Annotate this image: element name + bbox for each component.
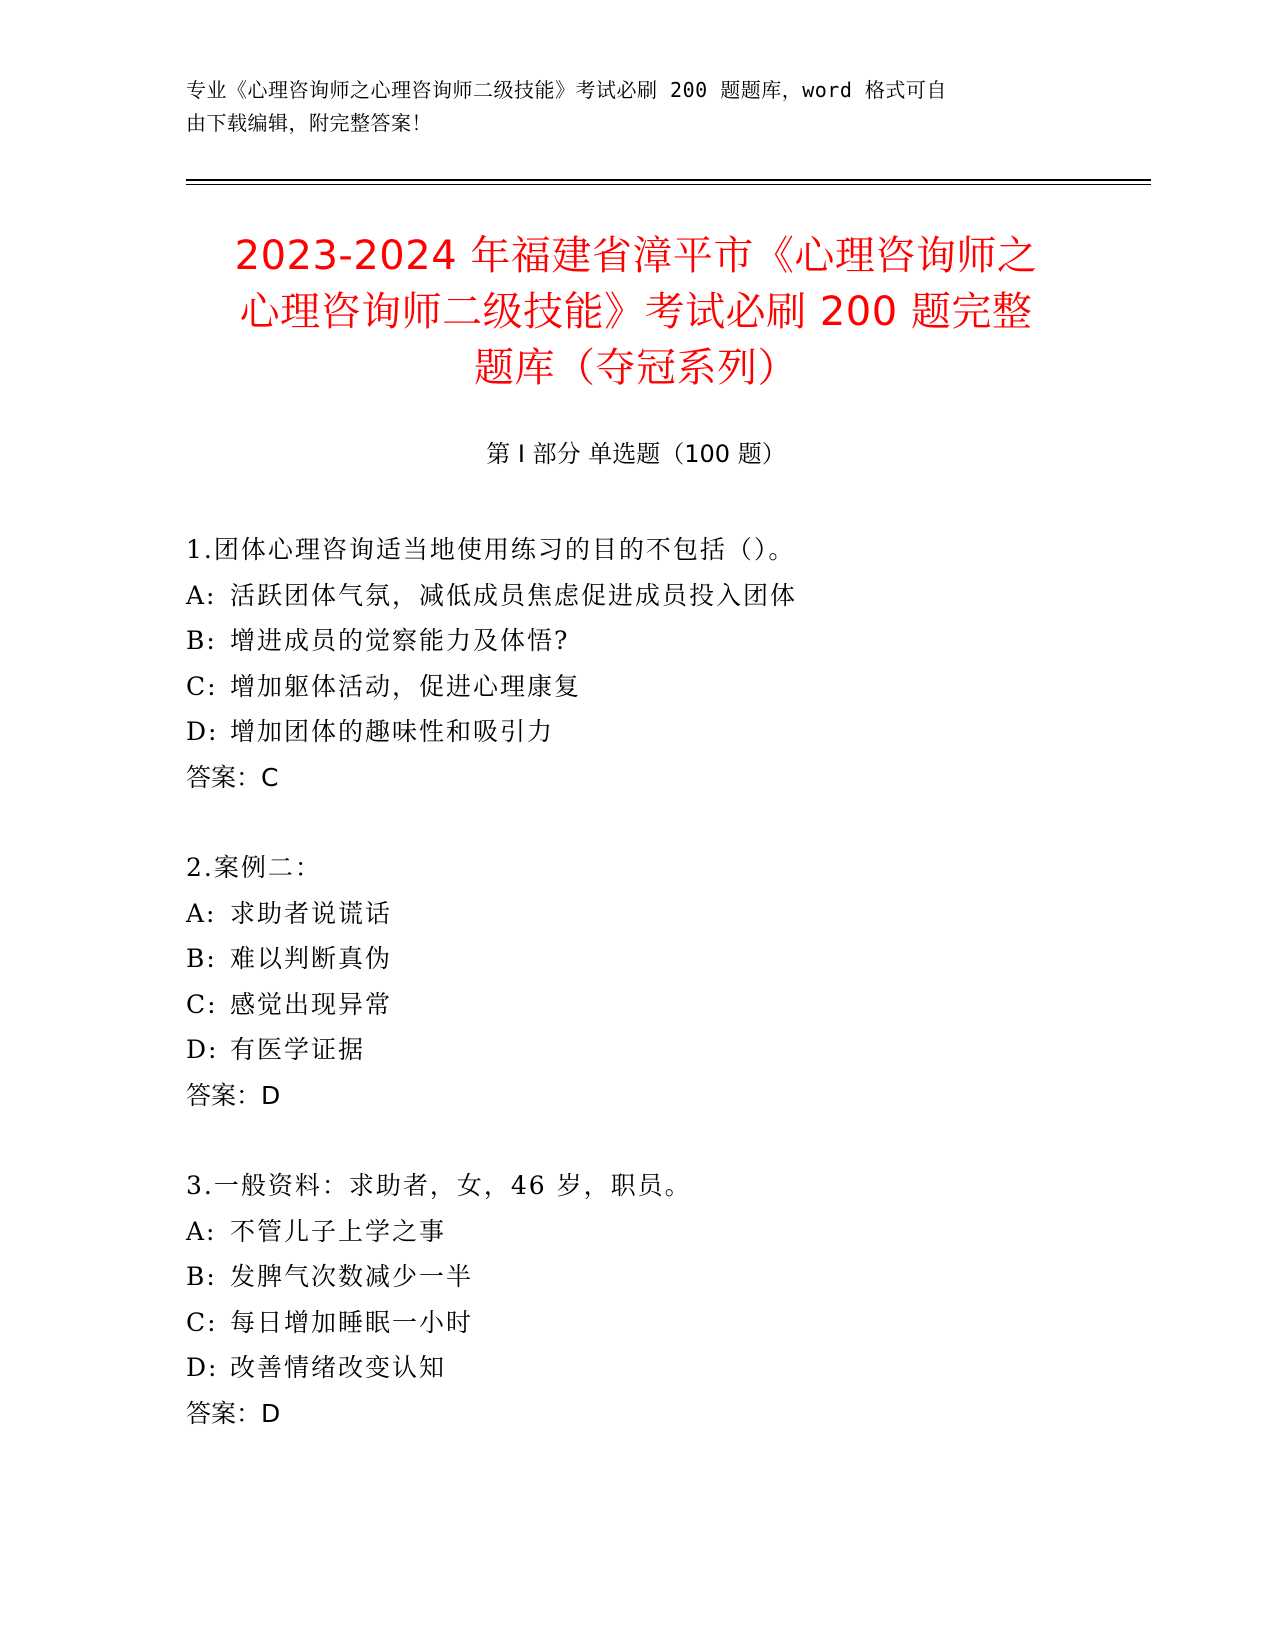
option-text: 每日增加睡眠一小时 [230,1307,474,1337]
document-title-line-1: 2023-2024 年福建省漳平市《心理咨询师之 [234,233,1038,279]
document-title-line-2: 心理咨询师二级技能》考试必刷 200 题完整 [239,289,1033,335]
option-d [186,709,1086,755]
option-label: B: [186,1262,217,1291]
option-label: A: [186,580,217,610]
question-list [186,527,1086,1481]
option-a [186,573,1086,619]
option-label: D: [186,1353,219,1382]
option-label: B: [186,626,217,655]
option-text: 增加团体的趣味性和吸引力 [230,717,555,746]
option-text: 求助者说谎话 [230,898,393,928]
option-label: C: [186,671,218,701]
option-d [186,1027,1086,1073]
question-stem: 1.团体心理咨询适当地使用练习的目的不包括（）。 [186,535,796,564]
option-label: A: [186,898,217,928]
option-label: C: [186,989,218,1019]
document-title [186,228,1086,396]
option-b [186,618,1086,664]
section-title: 第 I 部分 单选题（100 题） [486,440,786,468]
option-label: D: [186,717,219,746]
header-note [186,74,1066,140]
answer: 答案：C [186,762,279,792]
question-2 [186,845,1086,1118]
option-label: B: [186,944,217,973]
option-text: 感觉出现异常 [230,989,393,1019]
option-label: C: [186,1307,218,1337]
option-c [186,664,1086,710]
option-text: 难以判断真伪 [230,944,393,973]
option-text: 改善情绪改变认知 [230,1353,447,1382]
option-d [186,1345,1086,1391]
option-text: 活跃团体气氛，减低成员焦虑促进成员投入团体 [230,580,798,610]
question-stem: 2.案例二： [186,853,322,882]
option-label: D: [186,1035,219,1064]
question-3 [186,1163,1086,1436]
answer: 答案：D [186,1398,281,1428]
option-b [186,1254,1086,1300]
header-note-line-2: 由下载编辑，附完整答案！ [186,111,432,135]
option-text: 增加躯体活动，促进心理康复 [230,671,582,701]
answer: 答案：D [186,1080,281,1110]
option-a [186,1209,1086,1255]
option-text: 发脾气次数减少一半 [230,1262,474,1291]
header-note-line-1: 专业《心理咨询师之心理咨询师二级技能》考试必刷 200 题题库，word 格式可自 [186,78,947,102]
header-rule-thin [186,184,1151,185]
option-text: 增进成员的觉察能力及体悟? [230,626,570,655]
option-text: 有医学证据 [230,1035,366,1064]
document-title-line-3: 题库（夺冠系列） [474,345,798,391]
option-c [186,1300,1086,1346]
header-rule-thick [186,179,1151,181]
question-1 [186,527,1086,800]
option-label: A: [186,1216,217,1246]
option-a [186,891,1086,937]
option-b [186,936,1086,982]
question-stem: 3.一般资料：求助者，女，46 岁，职员。 [186,1171,692,1200]
option-text: 不管儿子上学之事 [230,1216,447,1246]
option-c [186,982,1086,1028]
